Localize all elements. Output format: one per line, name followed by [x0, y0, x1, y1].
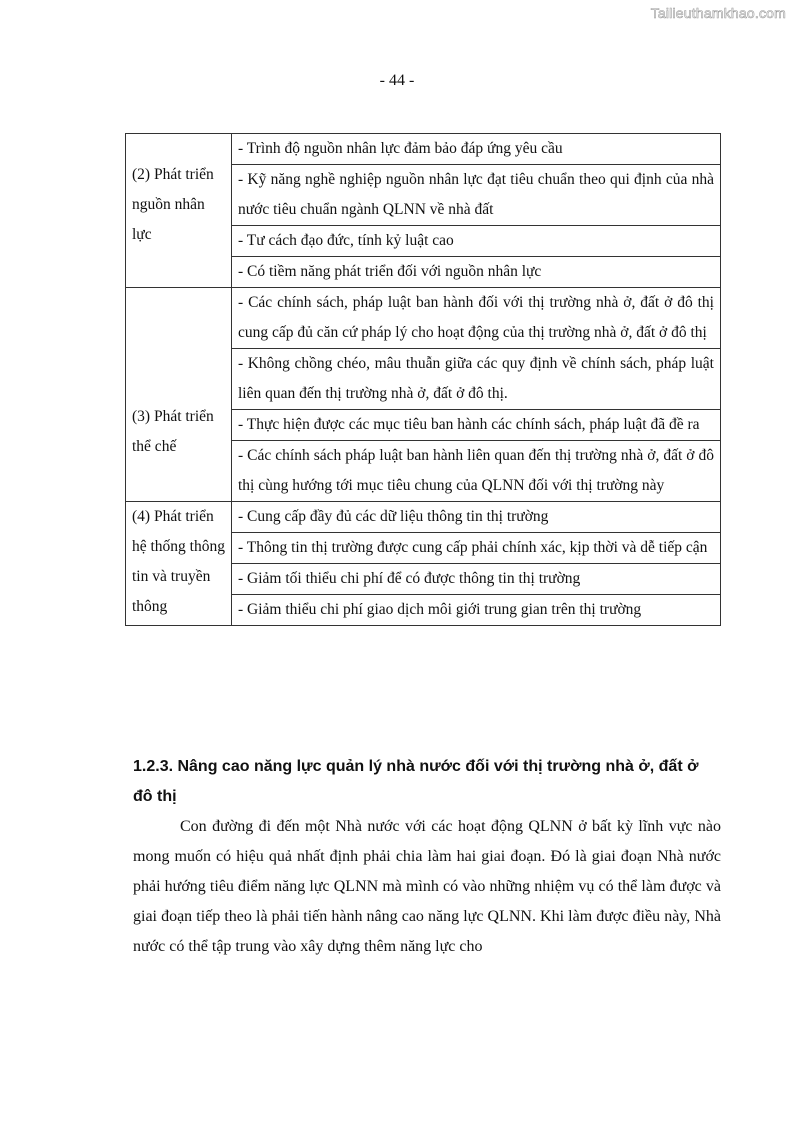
criterion-cell: - Kỹ năng nghề nghiệp nguồn nhân lực đạt tiêu chuẩn theo qui định của nhà nước tiêu chuẩn ngành QLNN về nhà đất — [232, 165, 721, 226]
criterion-cell: - Tư cách đạo đức, tính kỷ luật cao — [232, 226, 721, 257]
category-cell — [126, 502, 232, 626]
body-paragraph: Con đường đi đến một Nhà nước với các hoạt động QLNN ở bất kỳ lĩnh vực nào mong muốn có hiệu quả nhất định phải chia làm hai giai đoạn. Đó là giai đoạn Nhà nước phải hướng tiêu điểm năng lực QLNN mà mình có vào những nhiệm vụ có thể làm được và giai đoạn tiếp theo là phải tiến hành nâng cao năng lực QLNN. Khi làm được điều này, Nhà nước có thể tập trung vào xây dựng thêm năng lực cho — [133, 818, 721, 955]
category-cell — [126, 288, 232, 502]
criterion-cell: - Cung cấp đầy đủ các dữ liệu thông tin thị trường — [232, 502, 721, 533]
section-heading: 1.2.3. Nâng cao năng lực quản lý nhà nước đối với thị trường nhà ở, đất ở đô thị — [133, 758, 699, 805]
criterion-cell: - Giảm thiểu chi phí giao dịch môi giới trung gian trên thị trường — [232, 595, 721, 626]
category-label: (3) Phát triển thể chế — [132, 408, 214, 455]
table-row — [126, 502, 721, 533]
criterion-cell: - Có tiềm năng phát triển đối với nguồn nhân lực — [232, 257, 721, 288]
page-number: - 44 - — [379, 72, 415, 89]
category-label: (2) Phát triển nguồn nhân lực — [132, 166, 214, 243]
category-label: (4) Phát triển hệ thống thông tin và truyền thông — [132, 508, 225, 615]
criterion-cell: - Thông tin thị trường được cung cấp phải chính xác, kịp thời và dễ tiếp cận — [232, 533, 721, 564]
category-cell — [126, 134, 232, 288]
criterion-cell: - Các chính sách, pháp luật ban hành đối với thị trường nhà ở, đất ở đô thị cung cấp đủ căn cứ pháp lý cho hoạt động của thị trường nhà ở, đất ở đô thị — [232, 288, 721, 349]
criteria-table — [125, 133, 721, 626]
criterion-cell: - Không chồng chéo, mâu thuẫn giữa các quy định về chính sách, pháp luật liên quan đến thị trường nhà ở, đất ở đô thị. — [232, 349, 721, 410]
watermark: Tailieuthamkhao.com — [650, 5, 786, 21]
criterion-cell: - Thực hiện được các mục tiêu ban hành các chính sách, pháp luật đã đề ra — [232, 410, 721, 441]
criterion-cell: - Các chính sách pháp luật ban hành liên quan đến thị trường nhà ở, đất ở đô thị cùng hướng tới mục tiêu chung của QLNN đối với thị trường này — [232, 441, 721, 502]
criterion-cell: - Trình độ nguồn nhân lực đảm bảo đáp ứng yêu cầu — [232, 134, 721, 165]
table-row — [126, 288, 721, 349]
criterion-cell: - Giảm tối thiểu chi phí để có được thông tin thị trường — [232, 564, 721, 595]
table-row — [126, 134, 721, 165]
